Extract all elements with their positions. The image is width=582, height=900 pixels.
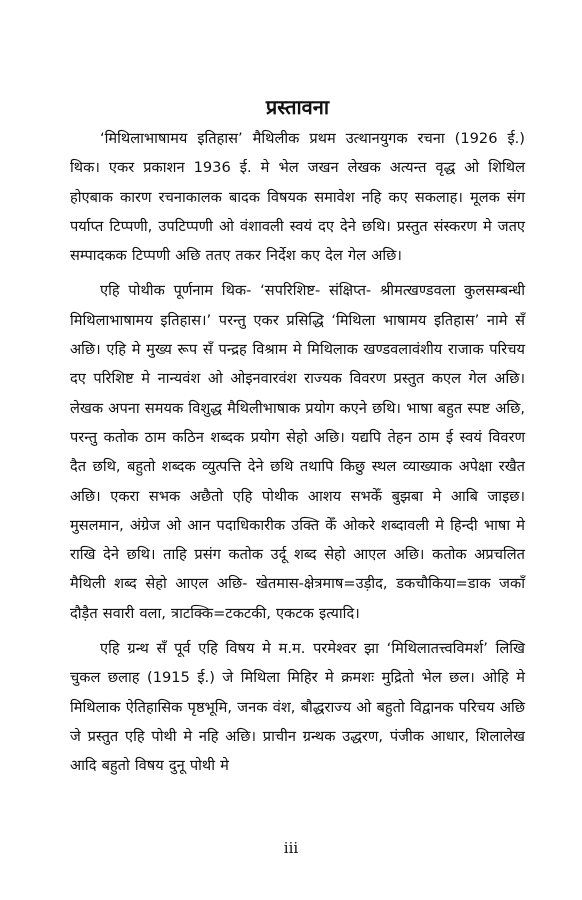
paragraph-1: ‘मिथिलाभाषामय इतिहास’ मैथिलीक प्रथम उत्थानयुगक रचना (1926 ई.) थिक। एकर प्रकाशन 1936 ई. मे भेल जखन लेखक अत्यन्त वृद्ध ओ शिथिल होएबाक कारण रचनाकालक बादक विषयक समावेश नहि कए सकलाह। मूलक संग पर्याप्त टिप्पणी, उपटिप्पणी ओ वंशावली स्वयं दए देने छथि। प्रस्तुत संस्करण मे जतए सम्पादकक टिप्पणी अछि ततए तकर निर्देश कए देल गेल अछि। <box>70 130 525 265</box>
page-number: iii <box>283 839 299 857</box>
document-page <box>70 92 525 787</box>
paragraph-2: एहि पोथीक पूर्णनाम थिक- ‘सपरिशिष्ट- संक्षिप्त- श्रीमत्खण्डवला कुलसम्बन्धी मिथिलाभाषामय इतिहास।’ परन्तु एकर प्रसिद्धि ‘मिथिला भाषामय इतिहास’ नामे सँ अछि। एहि मे मुख्य रूप सँ पन्द्रह विश्राम मे मिथिलाक खण्डवलावंशीय राजाक परिचय दए परिशिष्ट मे नान्यवंश ओ ओइनवारवंश राज्यक विवरण प्रस्तुत कएल गेल अछि। लेखक अपना समयक विशुद्ध मैथिलीभाषाक प्रयोग कएने छथि। भाषा बहुत स्पष्ट अछि, परन्तु कतोक ठाम कठिन शब्दक प्रयोग सेहो अछि। यद्यपि तेहन ठाम ई स्वयं विवरण दैत छथि, बहुतो शब्दक व्युत्पत्ति देने छथि तथापि किछु स्थल व्याख्याक अपेक्षा रखैत अछि। एकरा सभक अछैतो एहि पोथीक आशय सभकेँ बुझबा मे आबि जाइछ। मुसलमान, अंग्रेज ओ आन पदाधिकारीक उक्ति केँ ओकरे शब्दावली मे हिन्दी भाषा मे राखि देने छथि। ताहि प्रसंग कतोक उर्दू शब्द सेहो आएल अछि। कतोक अप्रचलित मैथिली शब्द सेहो आएल अछि- खेतमास-क्षेत्रमाष=उड़ीद, डकचौकिया=डाक जकाँ दौड़ैत सवारी वला, त्राटक्कि=टकटकी, एकटक इत्यादि। <box>70 282 525 622</box>
page-title: प्रस्तावना <box>265 95 330 119</box>
paragraph-3: एहि ग्रन्थ सँ पूर्व एहि विषय मे म.म. परमेश्वर झा ‘मिथिलातत्त्वविमर्श’ लिखि चुकल छलाह (1915 ई.) जे मिथिला मिहिर मे क्रमशः मुद्रितो भेल छल। ओहि मे मिथिलाक ऐतिहासिक पृष्ठभूमि, जनक वंश, बौद्धराज्य ओ बहुतो विद्वानक परिचय अछि जे प्रस्तुत एहि पोथी मे नहि अछि। प्राचीन ग्रन्थक उद्धरण, पंजीक आधार, शिलालेख आदि बहुतो विषय दुनू पोथी मे <box>70 640 525 775</box>
